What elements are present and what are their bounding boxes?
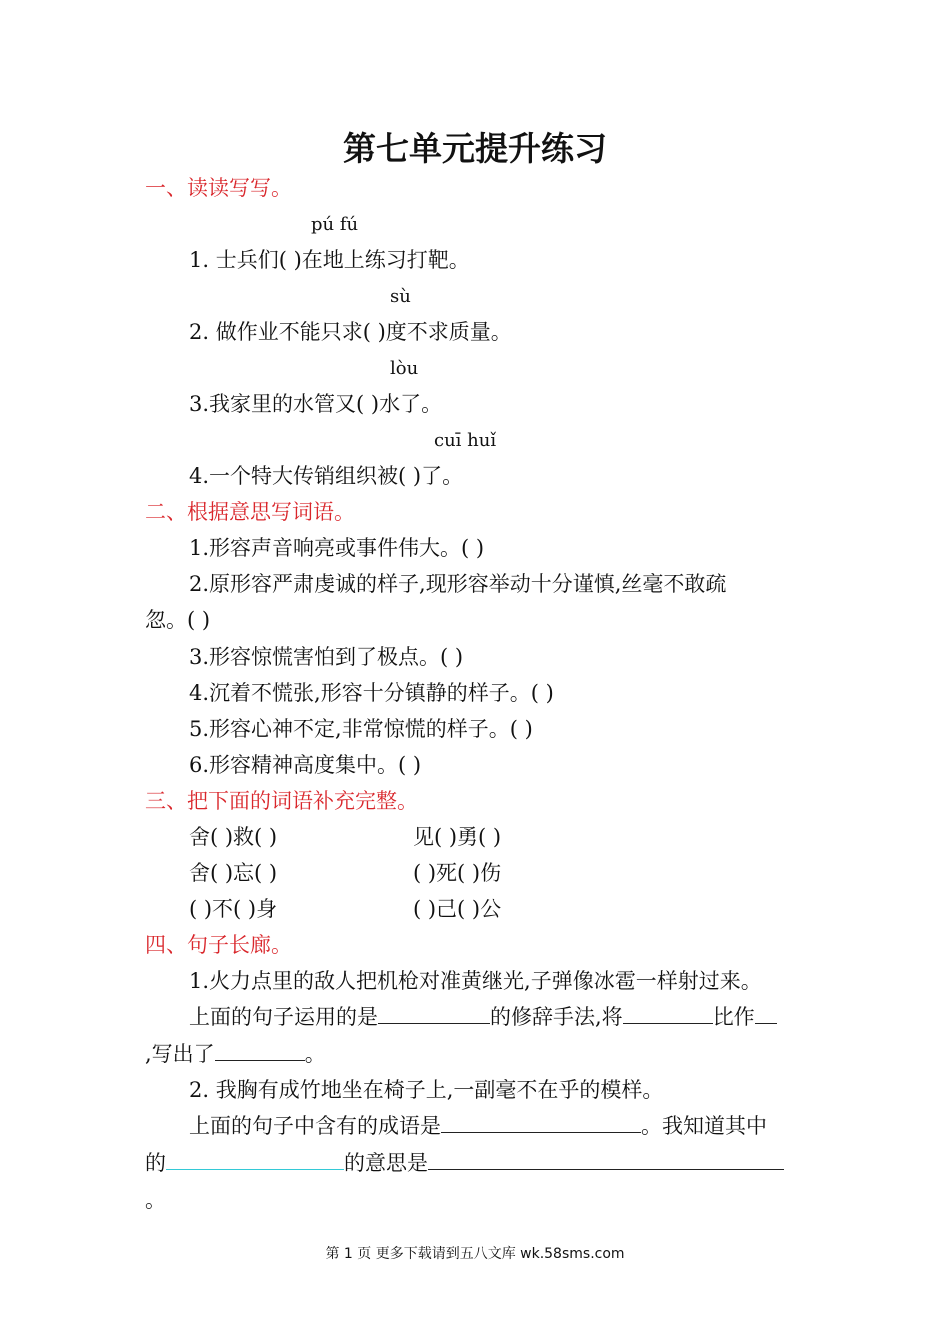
pinyin-3: lòu xyxy=(390,358,419,379)
question-2-2-line1: 2.原形容严肃虔诚的样子,现形容举动十分谨慎,丝毫不敢疏 xyxy=(189,572,727,596)
section-4-heading: 四、句子长廊。 xyxy=(145,933,292,957)
answer-text: 的修辞手法,将 xyxy=(490,1005,623,1029)
question-2-5: 5.形容心神不定,非常惊慌的样子。( ) xyxy=(189,717,533,741)
page-footer: 第 1 页 更多下载请到五八文库 wk.58sms.com xyxy=(325,1246,625,1262)
question-1-3: 3.我家里的水管又( )水了。 xyxy=(189,392,443,416)
question-4-2: 2. 我胸有成竹地坐在椅子上,一副毫不在乎的模样。 xyxy=(189,1078,664,1102)
idiom-5: ( )不( )身 xyxy=(189,897,278,921)
question-2-1: 1.形容声音响亮或事件伟大。( ) xyxy=(189,536,485,560)
question-2-4: 4.沉着不慌张,形容十分镇静的样子。( ) xyxy=(189,681,554,705)
answer-line-4-1 xyxy=(189,1003,777,1031)
pinyin-4: cuī huǐ xyxy=(434,430,497,451)
answer-line-4-3 xyxy=(189,1112,767,1140)
question-1-2: 2. 做作业不能只求( )度不求质量。 xyxy=(189,320,512,344)
answer-blank[interactable] xyxy=(215,1040,305,1061)
idiom-4: ( )死( )伤 xyxy=(413,861,502,885)
answer-text: 。 xyxy=(304,1042,326,1066)
question-2-6: 6.形容精神高度集中。( ) xyxy=(189,753,422,777)
page-title: 第七单元提升练习 xyxy=(343,129,607,168)
answer-text: 的 xyxy=(145,1151,166,1175)
answer-text: 比作 xyxy=(712,1005,755,1029)
pinyin-2: sù xyxy=(390,286,411,307)
answer-blank[interactable] xyxy=(623,1003,713,1024)
answer-text: ,写出了 xyxy=(145,1042,215,1066)
answer-line-4-4 xyxy=(145,1149,784,1177)
answer-blank[interactable] xyxy=(166,1149,344,1170)
question-4-1: 1.火力点里的敌人把机枪对准黄继光,子弹像冰雹一样射过来。 xyxy=(189,969,762,993)
answer-line-4-2 xyxy=(145,1040,326,1068)
answer-blank[interactable] xyxy=(428,1149,784,1170)
section-3-heading: 三、把下面的词语补充完整。 xyxy=(145,789,418,813)
answer-line-4-5: 。 xyxy=(145,1188,166,1212)
question-1-4: 4.一个特大传销组织被( )了。 xyxy=(189,464,464,488)
answer-blank[interactable] xyxy=(441,1112,641,1133)
answer-blank[interactable] xyxy=(378,1003,490,1024)
idiom-1: 舍( )救( ) xyxy=(189,825,278,849)
section-1-heading: 一、读读写写。 xyxy=(145,176,292,200)
idiom-2: 见( )勇( ) xyxy=(413,825,502,849)
answer-text: 。我知道其中 xyxy=(641,1114,767,1138)
answer-blank[interactable] xyxy=(755,1003,777,1024)
answer-text: 的意思是 xyxy=(344,1151,428,1175)
question-1-1: 1. 士兵们( )在地上练习打靶。 xyxy=(189,248,470,272)
idiom-6: ( )己( )公 xyxy=(413,897,502,921)
question-2-3: 3.形容惊慌害怕到了极点。( ) xyxy=(189,645,464,669)
answer-text: 上面的句子中含有的成语是 xyxy=(189,1114,441,1138)
pinyin-1: pú fú xyxy=(311,214,359,235)
idiom-3: 舍( )忘( ) xyxy=(189,861,278,885)
section-2-heading: 二、根据意思写词语。 xyxy=(145,500,355,524)
question-2-2-line2: 忽。( ) xyxy=(145,608,211,632)
answer-text: 上面的句子运用的是 xyxy=(189,1005,378,1029)
